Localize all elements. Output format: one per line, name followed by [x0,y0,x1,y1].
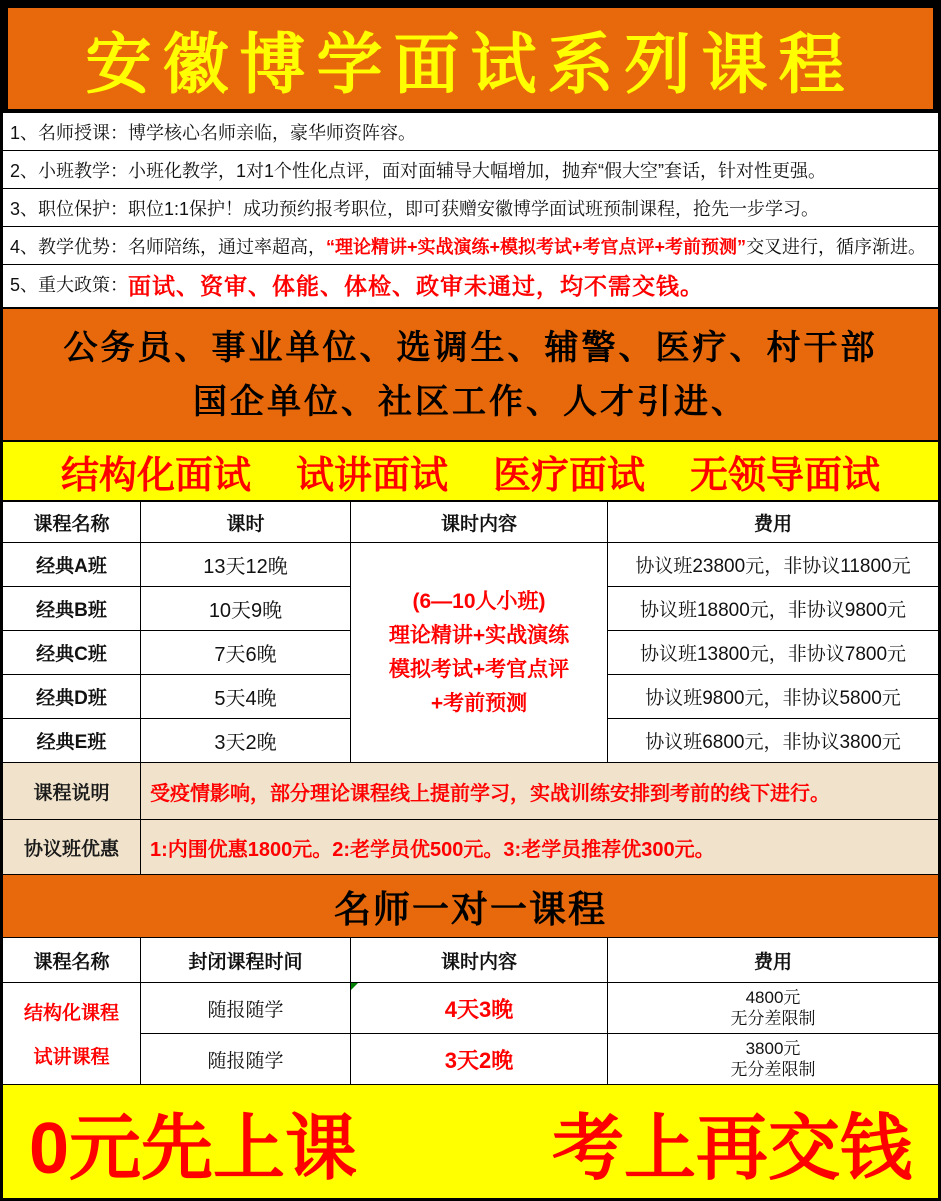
table-row-class-b-duration: 10天9晚 [141,587,351,631]
note-text-course-info: 受疫情影响，部分理论课程线上提前学习，实战训练安排到考前的线下进行。 [141,763,938,820]
table-row-class-d-fee: 协议班9800元，非协议5800元 [608,675,938,719]
feature-text: 交叉进行，循序渐进。 [746,236,927,257]
one-on-one-table [3,938,938,1085]
one-on-one-course-names-cell [3,983,141,1085]
fee-note: 无分差限制 [730,1009,816,1028]
fee-price: 4800元 [745,988,801,1007]
notes-section [3,763,938,875]
comment-marker-icon [351,983,358,990]
feature-item-3 [3,189,938,227]
feature-text: 2、小班教学：小班化教学，1对1个性化点评，面对面辅导大幅增加，抛弃“假大空”套话，针对性更强。 [10,160,827,181]
bottom-banner [3,1085,938,1198]
job-categories-line2: 国企单位、社区工作、人才引进、 [193,382,748,421]
content-line: (6—10人小班) [412,589,546,613]
bottom-banner-right: 考上再交钱 [551,1108,912,1189]
col-header-fee: 费用 [608,502,938,543]
table-row-class-a-duration: 13天12晚 [141,543,351,587]
one-on-one-row2-schedule: 随报随学 [141,1034,351,1085]
interview-type-structured: 结构化面试 [61,454,252,497]
table-row-class-c-duration: 7天6晚 [141,631,351,675]
one-on-one-row2-fee [608,1034,938,1085]
table-row-class-e-name: 经典E班 [3,719,141,763]
interview-type-medical: 医疗面试 [492,454,645,497]
note-label-course-info: 课程说明 [3,763,141,820]
course-table [3,502,938,763]
feature-text: 1、名师授课：博学核心名师亲临，豪华师资阵容。 [10,122,417,143]
feature-highlight: 面试、资审、体能、体检、政审未通过，均不需交钱。 [128,273,705,299]
course-name-lecture: 试讲课程 [33,1047,110,1069]
content-line: +考前预测 [430,691,528,715]
one-on-one-row1-duration [351,983,608,1034]
feature-item-4 [3,227,938,265]
one-on-one-row1-schedule: 随报随学 [141,983,351,1034]
table-row-class-d-duration: 5天4晚 [141,675,351,719]
interview-type-lecture: 试讲面试 [295,454,448,497]
bottom-banner-left: 0元先上课 [29,1108,358,1189]
col-header-course-name-2: 课程名称 [3,938,141,983]
one-on-one-banner: 名师一对一课程 [3,875,938,938]
course-name-structured: 结构化课程 [23,1002,119,1024]
poster-title: 安徽博学面试系列课程 [85,29,856,102]
note-label-discount: 协议班优惠 [3,820,141,875]
interview-types-banner [3,442,938,502]
feature-item-1 [3,113,938,151]
feature-highlight: “理论精讲+实战演练+模拟考试+考官点评+考前预测” [326,236,747,257]
col-header-content: 课时内容 [351,502,608,543]
table-row-class-c-name: 经典C班 [3,631,141,675]
duration-text: 3天2晚 [444,1047,514,1073]
one-on-one-row2-duration [351,1034,608,1085]
content-line: 模拟考试+考官点评 [388,657,570,681]
col-header-course-name: 课程名称 [3,502,141,543]
job-categories-line1: 公务员、事业单位、选调生、辅警、医疗、村干部 [63,328,878,367]
one-on-one-row1-fee [608,983,938,1034]
table-row-class-a-fee: 协议班23800元，非协议11800元 [608,543,938,587]
table-row-class-e-fee: 协议班6800元，非协议3800元 [608,719,938,763]
table-row-class-b-name: 经典B班 [3,587,141,631]
content-line: 理论精讲+实战演练 [388,623,570,647]
job-categories-banner [3,309,938,442]
duration-text: 4天3晚 [444,996,514,1022]
table-row-class-c-fee: 协议班13800元，非协议7800元 [608,631,938,675]
table-row-class-d-name: 经典D班 [3,675,141,719]
col-header-content-2: 课时内容 [351,938,608,983]
col-header-hours: 课时 [141,502,351,543]
table-row-class-a-name: 经典A班 [3,543,141,587]
feature-item-5 [3,265,938,303]
feature-item-2 [3,151,938,189]
table-row-class-b-fee: 协议班18800元，非协议9800元 [608,587,938,631]
features-list [3,113,938,309]
feature-text: 3、职位保护：职位1:1保护！成功预约报考职位，即可获赠安徽博学面试班预制课程，抢先一步学习。 [10,198,820,219]
title-banner [3,3,938,113]
col-header-schedule: 封闭课程时间 [141,938,351,983]
course-content-merged-cell [351,543,608,763]
interview-type-leaderless: 无领导面试 [689,454,880,497]
table-row-class-e-duration: 3天2晚 [141,719,351,763]
fee-price: 3800元 [745,1039,801,1058]
feature-text: 5、重大政策： [10,275,129,295]
fee-note: 无分差限制 [730,1060,816,1079]
feature-text: 4、教学优势：名师陪练，通过率超高， [10,236,327,257]
col-header-fee-2: 费用 [608,938,938,983]
note-text-discount: 1:内围优惠1800元。2:老学员优500元。3:老学员推荐优300元。 [141,820,938,875]
